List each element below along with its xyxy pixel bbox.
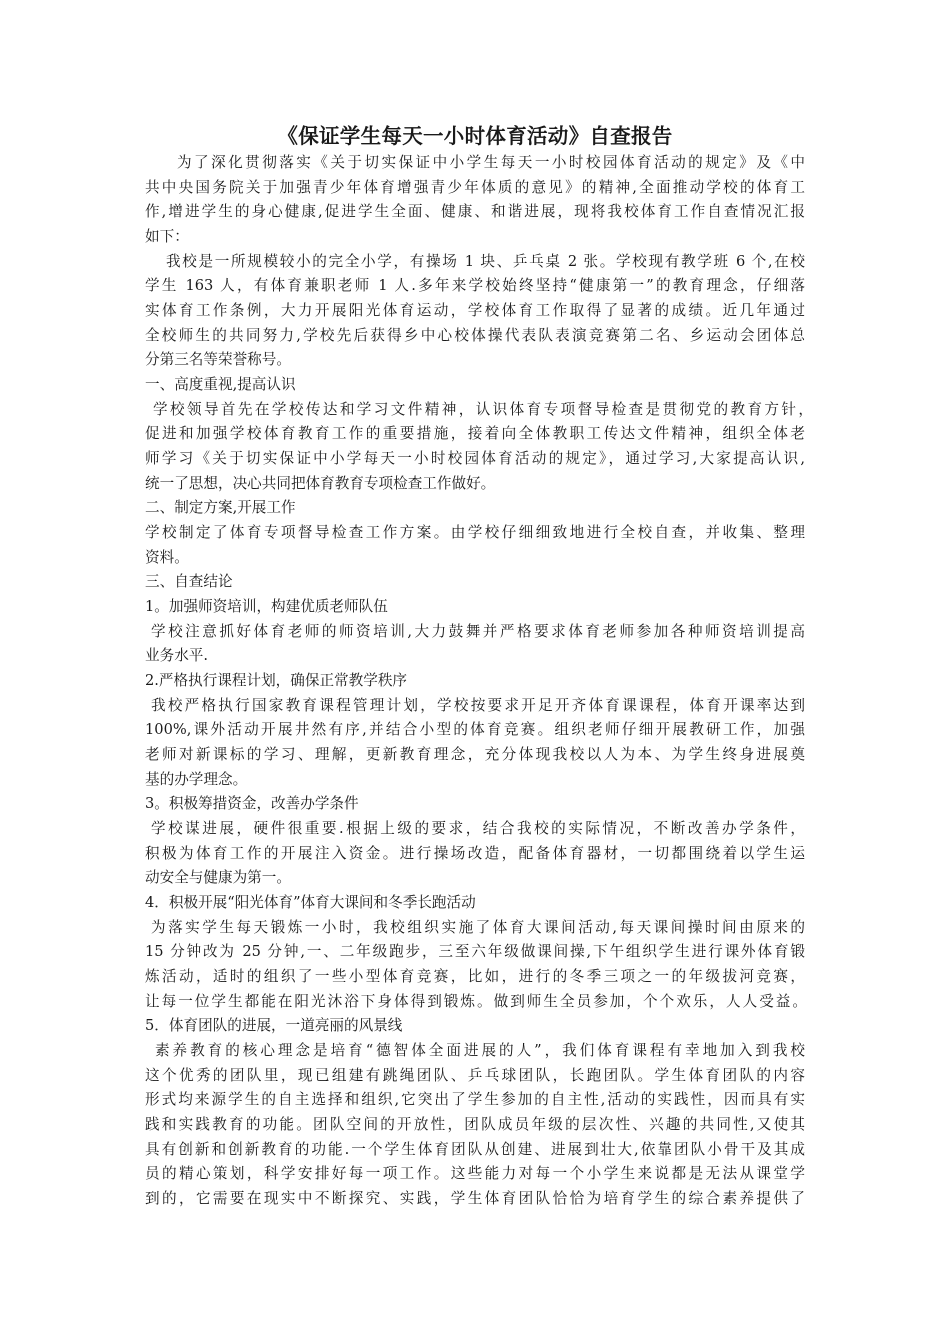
text-line: 具有创新和创新教育的功能.一个学生体育团队从创建、进展到壮大,依靠团队小骨干及其成	[145, 1141, 805, 1158]
text-line: 学校谋进展，硬件很重要.根据上级的要求，结合我校的实际情况，不断改善办学条件，	[151, 820, 805, 837]
text-line: 动安全与健康为第一。	[145, 869, 291, 886]
text-line: 学生 163 人，有体育兼职老师 1 人.多年来学校始终坚持“健康第一”的教育理念，仔细落	[145, 277, 805, 294]
subsection-heading: 3。积极筹措资金，改善办学条件	[145, 795, 359, 812]
text-line: 为了深化贯彻落实《关于切实保证中小学生每天一小时校园体育活动的规定》及《中	[177, 154, 805, 171]
text-line: 为落实学生每天锻炼一小时，我校组织实施了体育大课间活动,每天课间操时间由原来的	[151, 919, 805, 936]
text-line: 这个优秀的团队里，现已组建有跳绳团队、乒乓球团队，长跑团队。学生体育团队的内容	[145, 1067, 805, 1084]
subsection-heading: 1。加强师资培训，构建优质老师队伍	[145, 598, 388, 615]
section-heading: 三、自查结论	[145, 573, 233, 590]
text-line: 我校严格执行国家教育课程管理计划，学校按要求开足开齐体育课课程，体育开课率达到	[151, 697, 805, 714]
text-line: 员的精心策划，科学安排好每一项工作。这些能力对每一个小学生来说都是无法从课堂学	[145, 1165, 805, 1182]
text-line: 师学习《关于切实保证中小学每天一小时校园体育活动的规定》，通过学习,大家提高认识,	[145, 450, 805, 467]
text-line: 分第三名等荣誉称号。	[145, 351, 291, 368]
text-line: 学校注意抓好体育老师的师资培训,大力鼓舞并严格要求体育老师参加各种师资培训提高	[151, 623, 805, 640]
text-line: 实体育工作条例，大力开展阳光体育运动，学校体育工作取得了显著的成绩。近几年通过	[145, 302, 805, 319]
text-line: 促进和加强学校体育教育工作的重要措施，接着向全体教职工传达文件精神，组织全体老	[145, 425, 805, 442]
text-line: 统一了思想，决心共同把体育教育专项检查工作做好。	[145, 475, 496, 492]
subsection-heading: 5．体育团队的进展，一道亮丽的风景线	[145, 1017, 403, 1034]
text-line: 形式均来源学生的自主选择和组织,它突出了学生参加的自主性,活动的实践性，因而具有实	[145, 1091, 805, 1108]
section-heading: 二、制定方案,开展工作	[145, 499, 296, 516]
text-line: 100%,课外活动开展井然有序,并结合小型的体育竞赛。组织老师仔细开展教研工作，加强	[145, 721, 805, 738]
text-line: 践和实践教育的功能。团队空间的开放性，团队成员年级的层次性、兴趣的共同性,又使其	[145, 1116, 805, 1133]
section-heading: 一、高度重视,提高认识	[145, 376, 296, 393]
text-line: 全校师生的共同努力,学校先后获得乡中心校体操代表队表演竞赛第二名、乡运动会团体总	[145, 327, 805, 344]
text-line: 业务水平.	[145, 647, 209, 664]
text-line: 炼活动，适时的组织了一些小型体育竞赛，比如，进行的冬季三项之一的年级拔河竞赛，	[145, 968, 805, 985]
text-line: 让每一位学生都能在阳光沐浴下身体得到锻炼。做到师生全员参加，个个欢乐，人人受益。	[145, 993, 807, 1010]
text-line: 到的，它需要在现实中不断探究、实践，学生体育团队恰恰为培育学生的综合素养提供了	[145, 1190, 805, 1207]
text-line: 学校领导首先在学校传达和学习文件精神，认识体育专项督导检查是贯彻党的教育方针，	[153, 401, 813, 418]
subsection-heading: 4．积极开展“阳光体育”体育大课间和冬季长跑活动	[145, 894, 476, 911]
text-line: 如下：	[145, 228, 189, 245]
text-line: 基的办学理念。	[145, 771, 248, 788]
text-line: 资料。	[145, 549, 189, 566]
text-line: 15 分钟改为 25 分钟,一、二年级跑步，三至六年级做课间操,下午组织学生进行课外体育锻	[145, 943, 805, 960]
text-line: 学校制定了体育专项督导检查工作方案。由学校仔细细致地进行全校自查，并收集、整理	[145, 524, 805, 541]
text-line: 作,增进学生的身心健康,促进学生全面、健康、和谐进展，现将我校体育工作自查情况汇报	[145, 203, 805, 220]
text-line: 我校是一所规模较小的完全小学，有操场 1 块、乒乓桌 2 张。学校现有教学班 6 个,在校	[166, 253, 805, 270]
text-line: 素养教育的核心理念是培育“德智体全面进展的人”，我们体育课程有幸地加入到我校	[155, 1042, 805, 1059]
text-line: 共中央国务院关于加强青少年体育增强青少年体质的意见》的精神,全面推动学校的体育工	[145, 179, 805, 196]
document-title: 《保证学生每天一小时体育活动》自查报告	[277, 124, 673, 148]
text-line: 积极为体育工作的开展注入资金。进行操场改造，配备体育器材，一切都围绕着以学生运	[145, 845, 805, 862]
text-line: 老师对新课标的学习、理解，更新教育理念，充分体现我校以人为本、为学生终身进展奠	[145, 746, 805, 763]
subsection-heading: 2.严格执行课程计划，确保正常教学秩序	[145, 672, 408, 689]
